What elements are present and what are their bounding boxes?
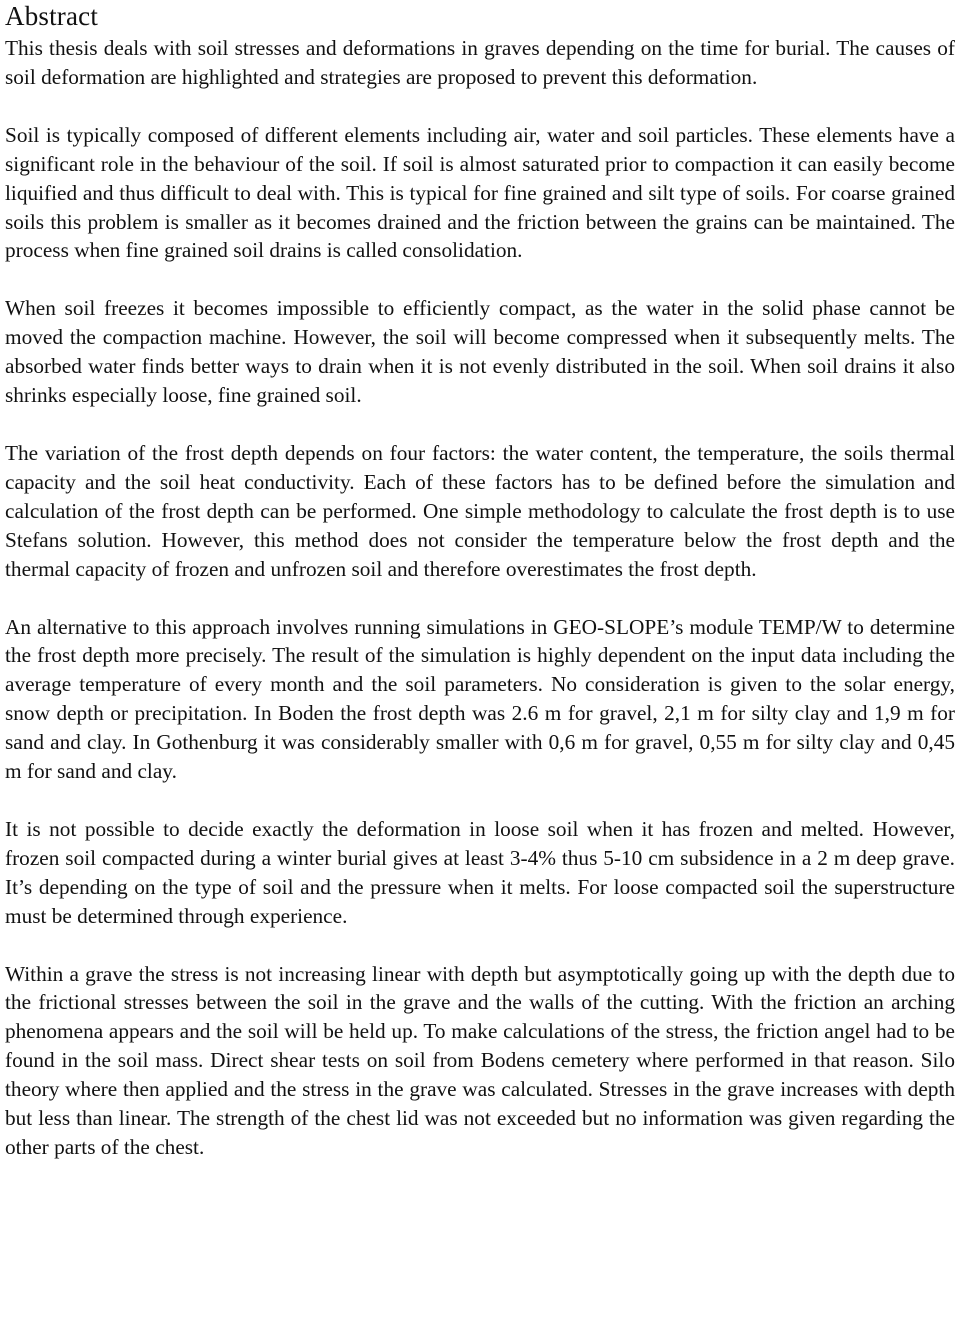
paragraph-intro: This thesis deals with soil stresses and deformations in graves depending on the time for burial. The causes of soil deformation are highlighted and strategies are proposed to prevent this deformation. bbox=[5, 36, 955, 89]
document-page bbox=[5, 0, 955, 1162]
paragraph-deformation: It is not possible to decide exactly the deformation in loose soil when it has frozen and melted. However, frozen soil compacted during a winter burial gives at least 3-4% thus 5-10 cm subsidence in a 2 m deep grave. It’s depending on the type of soil and the pressure when it melts. For loose compacted soil the superstructure must be determined through experience. bbox=[5, 816, 955, 928]
paragraph-frost-depth: The variation of the frost depth depends on four factors: the water content, the temperature, the soils thermal capacity and the soil heat conductivity. Each of these factors has to be defined before the simulation and calculation of the frost depth can be performed. One simple methodology to calculate the frost depth is to use Stefans solution. However, this method does not consider the temperature below the frost depth and the thermal capacity of frozen and unfrozen soil and therefore overestimates the frost depth. bbox=[5, 440, 955, 581]
section-heading: Abstract bbox=[5, 1, 99, 31]
paragraph-frozen-soil: When soil freezes it becomes impossible to efficiently compact, as the water in the solid phase cannot be moved the compaction machine. However, the soil will become compressed when it subsequently melts. The absorbed water finds better ways to drain when it is not evenly distributed in the soil. When soil drains it also shrinks especially loose, fine grained soil. bbox=[5, 296, 955, 408]
paragraph-grave-stress: Within a grave the stress is not increasing linear with depth but asymptotically going up with the depth due to the frictional stresses between the soil in the grave and the walls of the cutting. With the friction an arching phenomena appears and the soil will be held up. To make calculations of the stress, the friction angel had to be found in the soil mass. Direct shear tests on soil from Bodens cemetery where performed in that reason. Silo theory where then applied and the stress in the grave was calculated. Stresses in the grave increases with depth but less than linear. The strength of the chest lid was not exceeded but no information was given regarding the other parts of the chest. bbox=[5, 961, 955, 1159]
paragraph-soil-composition: Soil is typically composed of different elements including air, water and soil particles. These elements have a significant role in the behaviour of the soil. If soil is almost saturated prior to compaction it can easily become liquified and thus difficult to deal with. This is typical for fine grained and silt type of soils. For coarse grained soils this problem is smaller as it becomes drained and the friction between the grains can be maintained. The process when fine grained soil drains is called consolidation. bbox=[5, 122, 955, 263]
paragraph-simulation: An alternative to this approach involves running simulations in GEO-SLOPE’s module TEMP/W to determine the frost depth more precisely. The result of the simulation is highly dependent on the input data including the average temperature of every month and the soil parameters. No consideration is given to the solar energy, snow depth or precipitation. In Boden the frost depth was 2.6 m for gravel, 2,1 m for silty clay and 1,9 m for sand and clay. In Gothenburg it was considerably smaller with 0,6 m for gravel, 0,55 m for silty clay and 0,45 m for sand and clay. bbox=[5, 614, 955, 784]
